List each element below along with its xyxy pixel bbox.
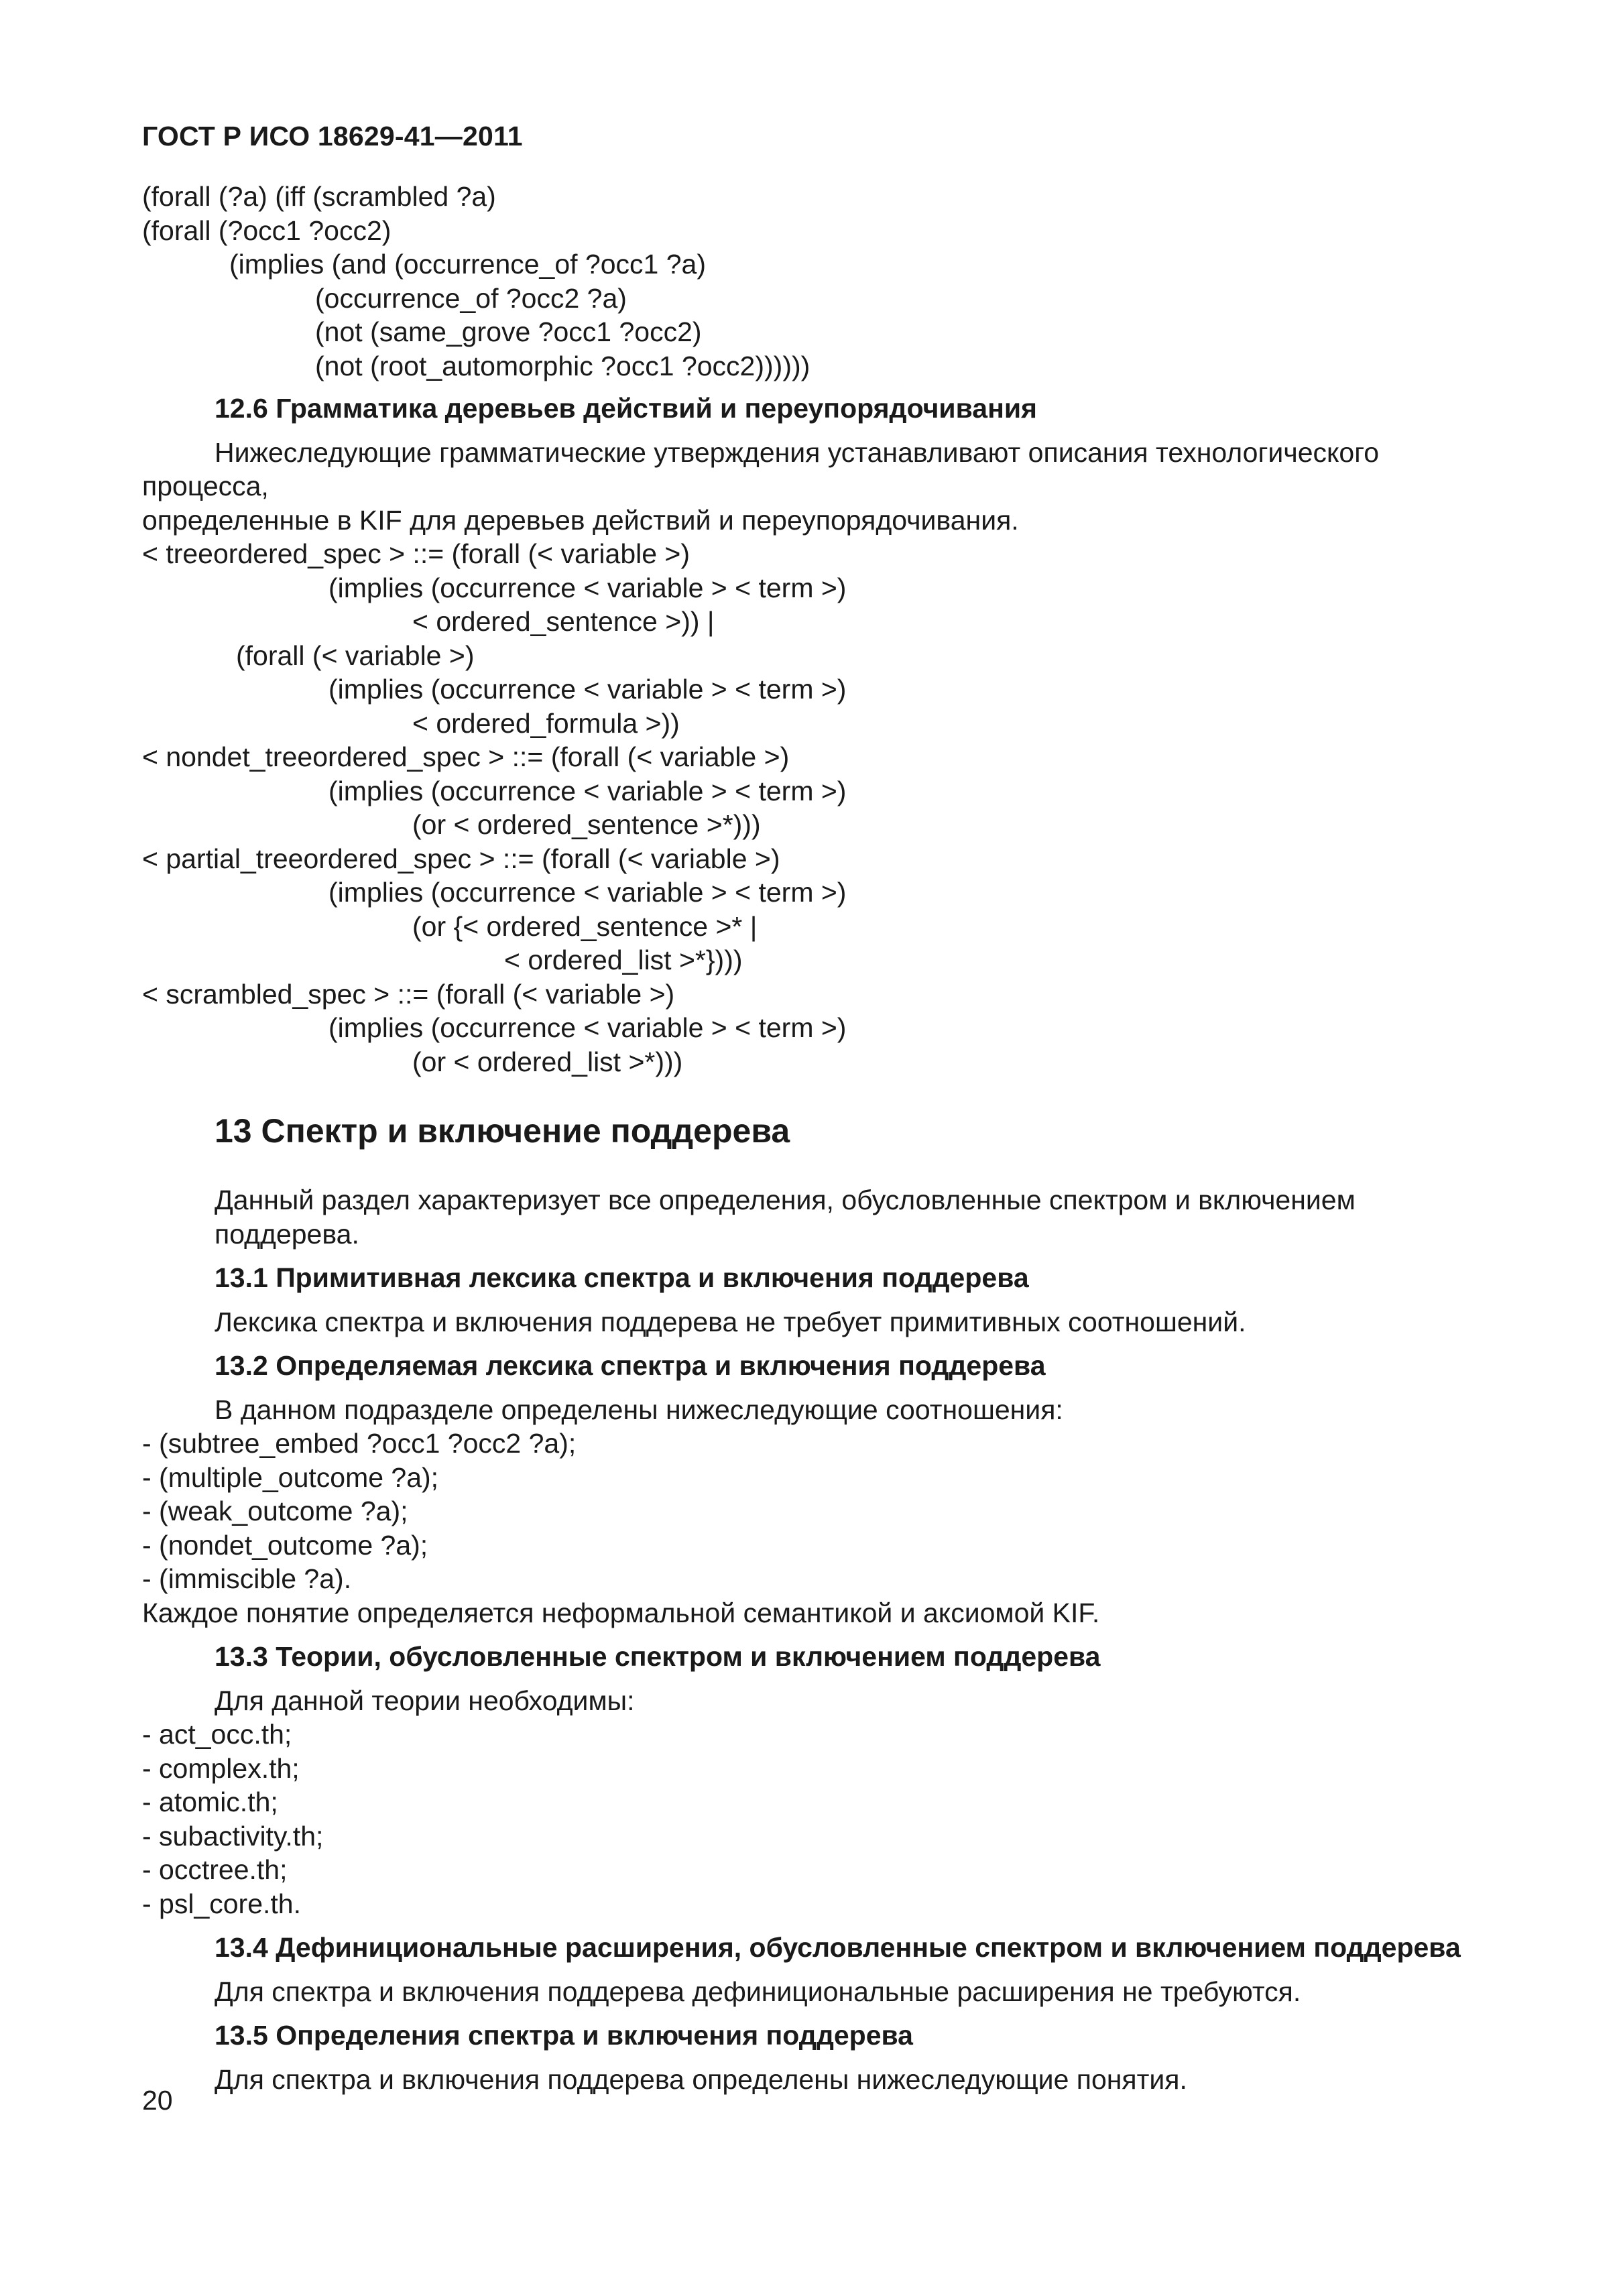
- paragraph-13-intro: Данный раздел характеризует все определения, обусловленные спектром и включением поддерева.: [215, 1185, 1356, 1250]
- grammar-line: < nondet_treeordered_spec > ::= (forall (< variable >): [142, 741, 790, 772]
- grammar-line: (forall (< variable >): [236, 640, 475, 671]
- grammar-line: < ordered_sentence >)) |: [412, 606, 715, 637]
- grammar-line: < ordered_list >*}))): [504, 945, 743, 975]
- grammar-line: < treeordered_spec > ::= (forall (< variable >): [142, 538, 690, 569]
- formula-line: (forall (?a) (iff (scrambled ?a): [142, 181, 496, 212]
- heading-13-1: 13.1 Примитивная лексика спектра и включения поддерева: [215, 1262, 1029, 1293]
- grammar-line: < scrambled_spec > ::= (forall (< variable >): [142, 978, 675, 1010]
- formula-line: (forall (?occ1 ?occ2): [142, 215, 392, 246]
- heading-13-3: 13.3 Теории, обусловленные спектром и включением поддерева: [215, 1641, 1101, 1672]
- heading-12-6: 12.6 Грамматика деревьев действий и переупорядочивания: [215, 393, 1037, 424]
- list-13-2: [142, 1427, 1496, 1596]
- grammar-line: < partial_treeordered_spec > ::= (forall (< variable >): [142, 843, 780, 874]
- paragraph-13-2-intro: В данном подразделе определены нижеследующие соотношения:: [215, 1394, 1063, 1425]
- grammar-line: (implies (occurrence < variable > < term >): [328, 572, 847, 603]
- grammar-line: (implies (occurrence < variable > < term >): [328, 674, 847, 705]
- paragraph-13-2-outro: Каждое понятие определяется неформальной семантикой и аксиомой KIF.: [142, 1597, 1100, 1628]
- heading-13-5: 13.5 Определения спектра и включения поддерева: [215, 2020, 913, 2051]
- list-item: - psl_core.th.: [142, 1888, 301, 1919]
- paragraph-13-5: Для спектра и включения поддерева определены нижеследующие понятия.: [215, 2063, 1187, 2095]
- grammar-line: (or < ordered_list >*))): [412, 1046, 683, 1077]
- list-item: - occtree.th;: [142, 1854, 288, 1885]
- heading-13: 13 Спектр и включение поддерева: [215, 1112, 790, 1150]
- grammar-line: (or < ordered_sentence >*))): [412, 809, 761, 840]
- paragraph-line: Нижеследующие грамматические утверждения устанавливают описания технологического процесса,: [142, 436, 1380, 501]
- formula-line: (not (same_grove ?occ1 ?occ2): [315, 316, 702, 347]
- grammar-line: (implies (occurrence < variable > < term >): [328, 1012, 847, 1043]
- heading-13-2: 13.2 Определяемая лексика спектра и включения поддерева: [215, 1350, 1046, 1381]
- list-item: - (immiscible ?a).: [142, 1563, 352, 1594]
- grammar-line: < ordered_formula >)): [412, 707, 680, 739]
- paragraph-12-6-intro: [142, 436, 1496, 538]
- formula-scrambled: [142, 180, 1496, 383]
- list-item: - act_occ.th;: [142, 1719, 292, 1750]
- document-header: ГОСТ Р ИСО 18629-41—2011: [142, 121, 523, 152]
- heading-13-4: 13.4 Дефинициональные расширения, обусловленные спектром и включением поддерева: [215, 1932, 1461, 1963]
- list-item: - (weak_outcome ?a);: [142, 1496, 408, 1526]
- grammar-block: [142, 537, 1496, 1079]
- formula-line: (implies (and (occurrence_of ?occ1 ?a): [229, 249, 706, 280]
- grammar-line: (implies (occurrence < variable > < term >): [328, 877, 847, 908]
- formula-line: (not (root_automorphic ?occ1 ?occ2)))))): [315, 350, 810, 381]
- list-item: - complex.th;: [142, 1752, 300, 1784]
- list-13-3: [142, 1717, 1496, 1921]
- list-item: - (nondet_outcome ?a);: [142, 1529, 428, 1561]
- list-item: - (subtree_embed ?occ1 ?occ2 ?a);: [142, 1428, 577, 1459]
- paragraph-line: определенные в KIF для деревьев действий и переупорядочивания.: [142, 504, 1019, 536]
- list-item: - subactivity.th;: [142, 1820, 324, 1852]
- grammar-line: (or {< ordered_sentence >* |: [412, 910, 758, 942]
- paragraph-13-3-intro: Для данной теории необходимы:: [215, 1685, 635, 1716]
- formula-line: (occurrence_of ?occ2 ?a): [315, 282, 627, 314]
- list-item: - atomic.th;: [142, 1787, 278, 1817]
- page-number: 20: [142, 2085, 173, 2116]
- document-page: [142, 119, 1496, 2096]
- list-item: - (multiple_outcome ?a);: [142, 1461, 439, 1493]
- paragraph-13-1: Лексика спектра и включения поддерева не требует примитивных соотношений.: [215, 1306, 1246, 1337]
- paragraph-13-4: Для спектра и включения поддерева дефинициональные расширения не требуются.: [215, 1976, 1301, 2007]
- grammar-line: (implies (occurrence < variable > < term >): [328, 775, 847, 806]
